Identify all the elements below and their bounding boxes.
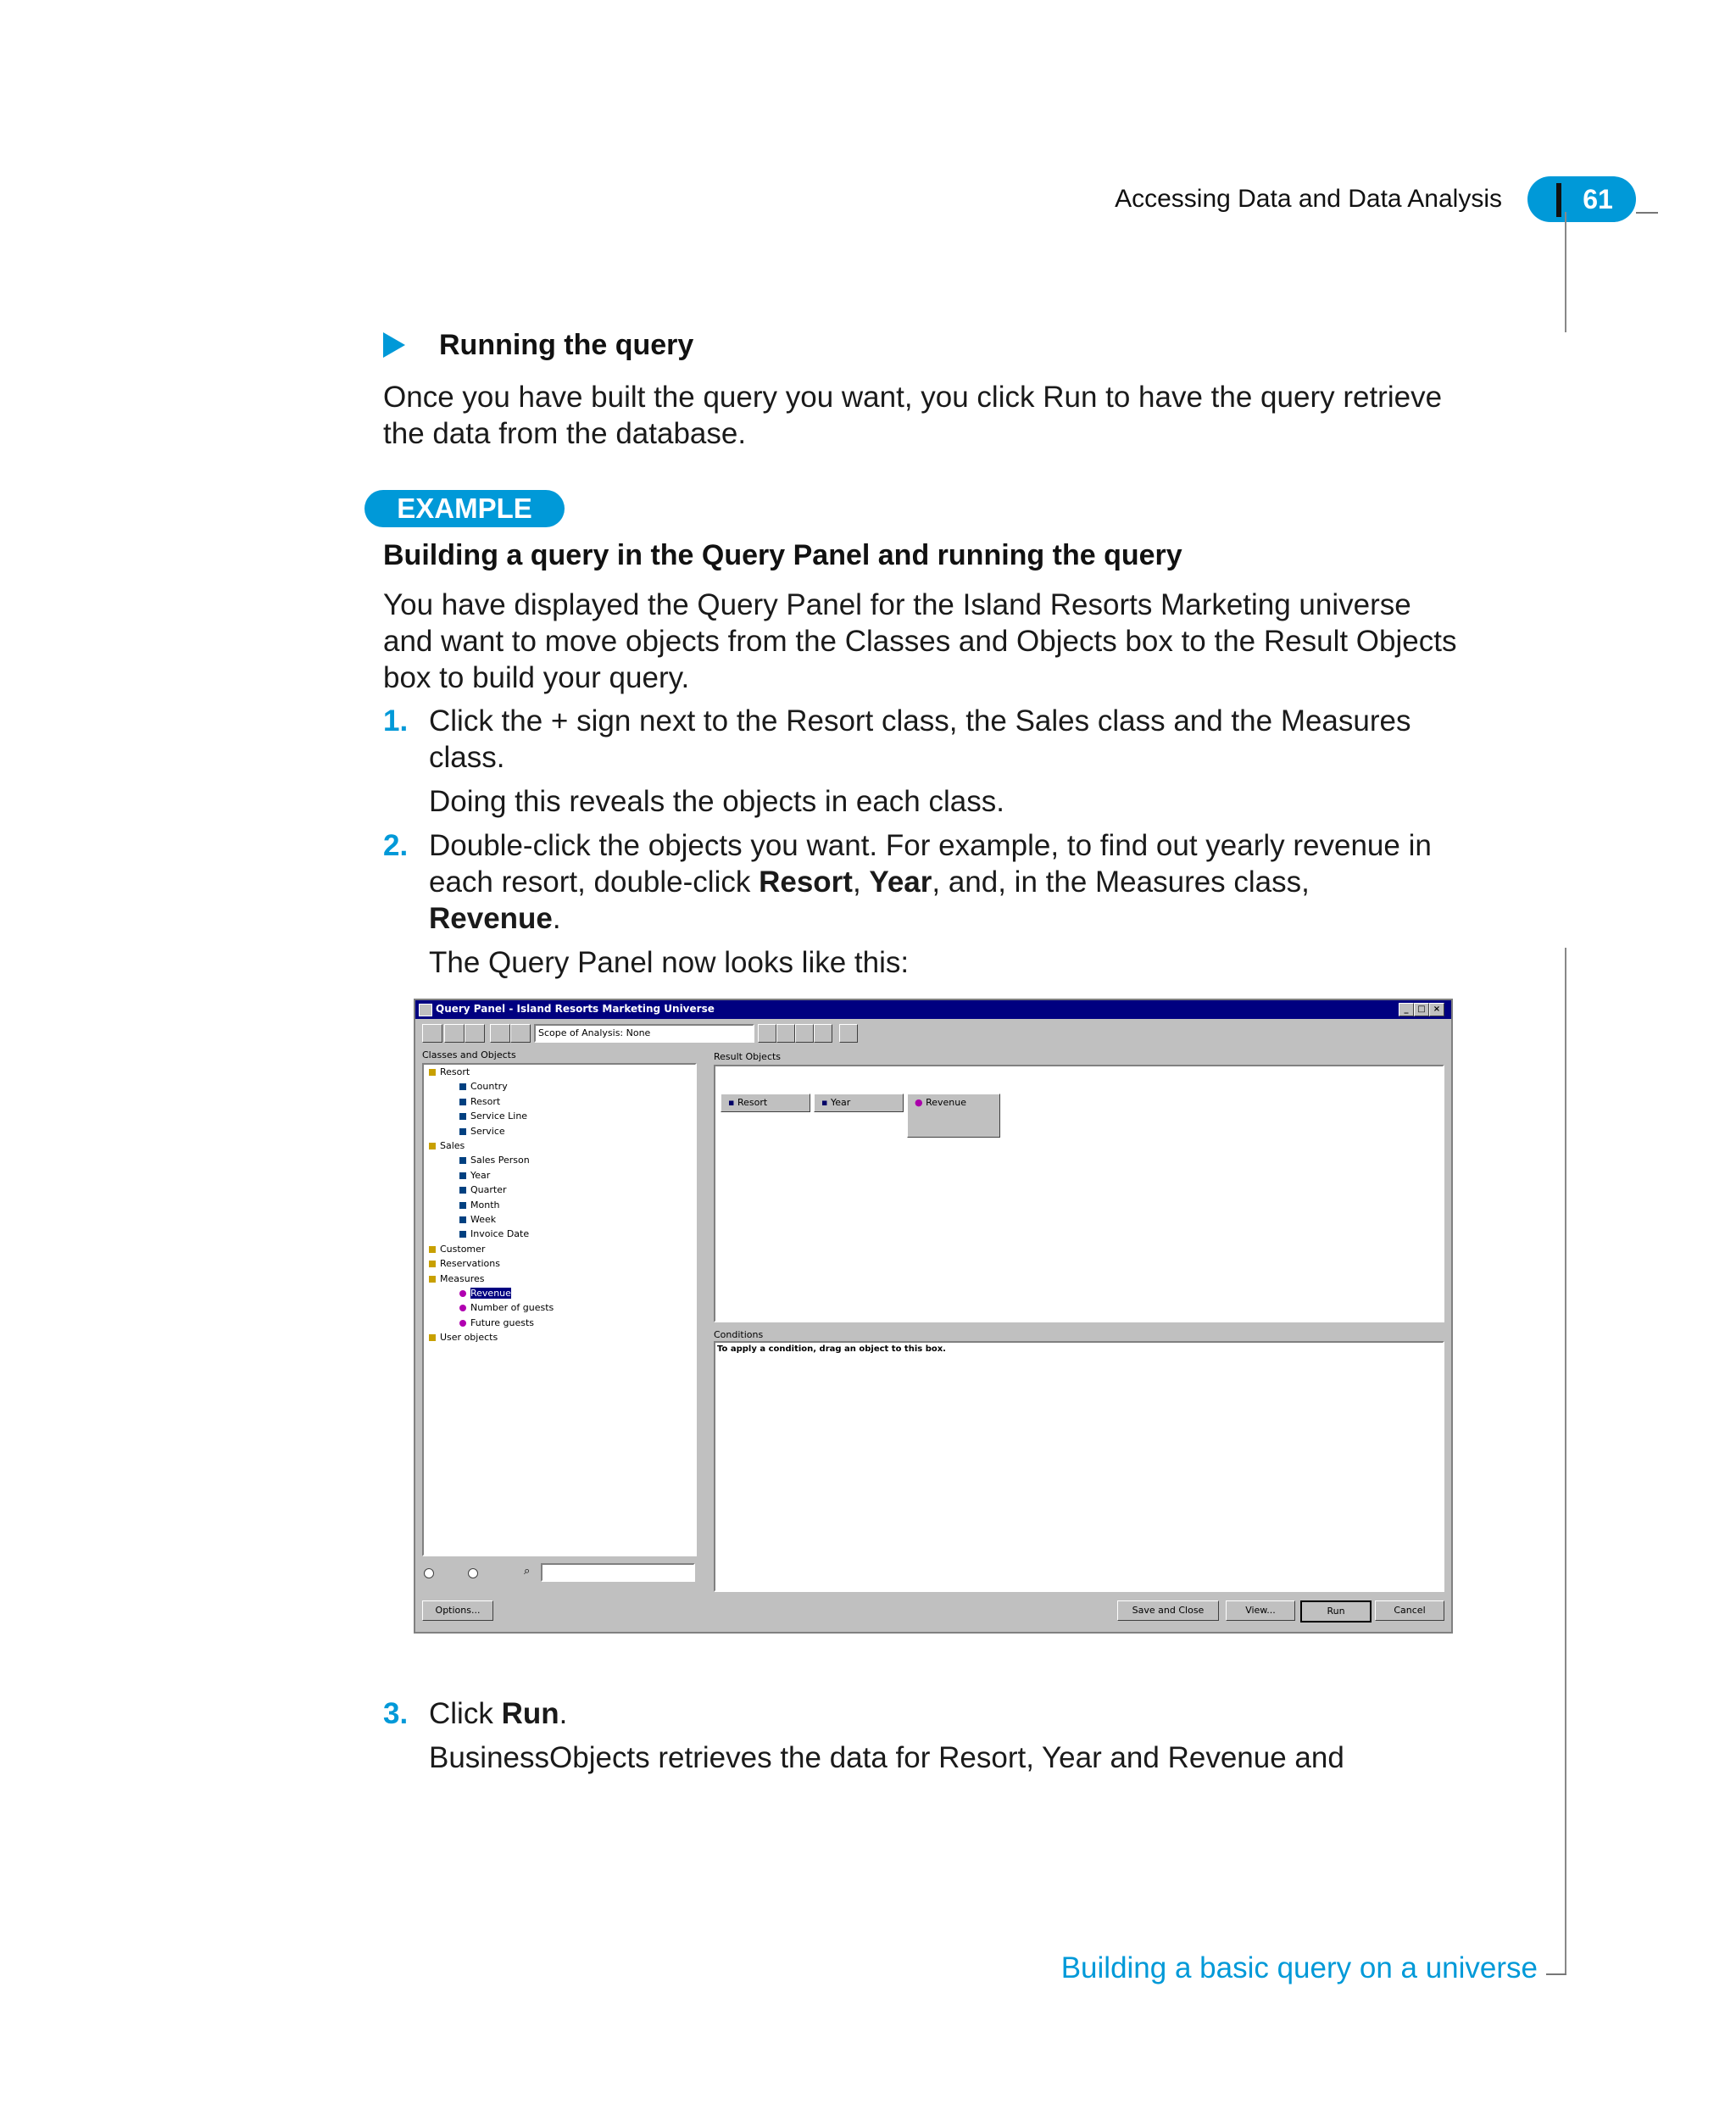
tree-item[interactable] (429, 1273, 484, 1284)
intro-line-2: the data from the database. (383, 417, 747, 450)
page-number: 61 (1583, 184, 1613, 214)
conditions-box[interactable] (714, 1341, 1444, 1592)
tree-item-label: Revenue (470, 1288, 511, 1299)
running-footer: Building a basic query on a universe (1060, 1951, 1538, 1984)
dimension-icon (459, 1157, 466, 1164)
classes-label: Classes and Objects (422, 1049, 516, 1060)
tree-item[interactable] (429, 1140, 465, 1151)
tree-item-label: Year (470, 1169, 491, 1181)
tree-item[interactable] (459, 1288, 511, 1299)
folder-icon (429, 1276, 436, 1283)
toolbar-sort-icon[interactable] (510, 1024, 531, 1043)
minimize-icon[interactable]: _ (1399, 1003, 1414, 1016)
options-button[interactable]: Options... (422, 1600, 493, 1621)
maximize-icon[interactable]: □ (1414, 1003, 1429, 1016)
folder-icon (429, 1143, 436, 1149)
dimension-icon (459, 1172, 466, 1179)
scope-value: Scope of Analysis: None (538, 1027, 651, 1038)
step-1-number: 1. (383, 704, 409, 738)
step-2-line-2: each resort, double-click Resort, Year, and, in the Measures class, (429, 866, 1310, 899)
folder-icon (429, 1261, 436, 1267)
measure-icon (459, 1320, 466, 1327)
query-panel-screenshot (414, 999, 1453, 1634)
tree-item-label: Service Line (470, 1110, 528, 1122)
tree-item-label: Month (470, 1199, 500, 1211)
tree-item[interactable] (459, 1228, 529, 1239)
classes-tree[interactable] (422, 1063, 697, 1556)
toolbar-help-icon[interactable] (839, 1024, 858, 1043)
step-1-note: Doing this reveals the objects in each class. (429, 785, 1004, 818)
tree-item[interactable] (459, 1126, 505, 1137)
conditions-hint: To apply a condition, drag an object to this box. (717, 1344, 946, 1354)
tree-item-label: Service (470, 1125, 505, 1137)
tree-item[interactable] (459, 1214, 496, 1225)
tree-item[interactable] (459, 1302, 554, 1313)
tree-item[interactable] (459, 1170, 490, 1181)
dimension-icon (459, 1202, 466, 1209)
save-close-button[interactable]: Save and Close (1117, 1600, 1219, 1621)
tree-item[interactable] (459, 1096, 500, 1107)
run-button[interactable]: Run (1300, 1600, 1372, 1623)
tree-item-label: Resort (470, 1095, 501, 1107)
tree-item[interactable] (459, 1155, 530, 1166)
measure-icon (459, 1290, 466, 1297)
tree-item[interactable] (429, 1066, 470, 1077)
example-para-3: box to build your query. (383, 661, 690, 694)
toolbar-chart-icon[interactable] (795, 1024, 814, 1043)
result-object-resort[interactable]: ▪ Resort (721, 1094, 810, 1112)
view-button[interactable]: View... (1226, 1600, 1295, 1621)
triangle-bullet-icon (383, 332, 405, 358)
toolbar-classes-icon[interactable] (422, 1024, 442, 1043)
tree-item[interactable] (429, 1258, 500, 1269)
tree-item-label: Measures (440, 1272, 485, 1284)
intro-line-1: Once you have built the query you want, you click Run to have the query retrieve (383, 381, 1443, 414)
tree-item-label: User objects (440, 1332, 498, 1344)
window-titlebar (415, 1000, 1451, 1019)
tree-item-label: Resort (440, 1066, 470, 1077)
toolbar-filter-icon[interactable] (490, 1024, 510, 1043)
step-2-number: 2. (383, 829, 409, 862)
dimension-icon (459, 1083, 466, 1090)
dimension-icon (459, 1099, 466, 1105)
binoculars-icon[interactable]: ⌕ (524, 1565, 531, 1578)
result-objects-label: Result Objects (714, 1051, 782, 1062)
conditions-label: Conditions (714, 1329, 764, 1340)
tree-item[interactable] (459, 1081, 508, 1092)
tree-item-label: Customer (440, 1243, 486, 1255)
tree-item-label: Future guests (470, 1316, 535, 1328)
app-icon (419, 1004, 432, 1016)
toolbar-combine-icon[interactable] (814, 1024, 832, 1043)
example-para-1: You have displayed the Query Panel for the Island Resorts Marketing universe (383, 588, 1411, 621)
tree-item[interactable] (459, 1110, 527, 1122)
close-icon[interactable]: × (1429, 1003, 1444, 1016)
tree-item[interactable] (459, 1200, 499, 1211)
search-input[interactable] (541, 1563, 695, 1582)
toolbar-operands-icon[interactable] (444, 1024, 465, 1043)
tree-item-label: Invoice Date (470, 1228, 530, 1240)
tree-item[interactable] (459, 1184, 507, 1195)
margin-rule-top (1565, 212, 1566, 332)
tree-item-label: Reservations (440, 1258, 500, 1270)
folder-icon (429, 1069, 436, 1076)
window-title: Query Panel - Island Resorts Marketing Universe (436, 1003, 715, 1015)
cancel-button[interactable]: Cancel (1375, 1600, 1444, 1621)
dimension-icon (459, 1216, 466, 1223)
folder-icon (429, 1246, 436, 1253)
example-para-2: and want to move objects from the Classes and Objects box to the Result Objects (383, 625, 1457, 658)
result-objects-box[interactable] (714, 1065, 1444, 1322)
tree-item-label: Week (470, 1214, 497, 1225)
folder-icon (429, 1334, 436, 1341)
dimension-icon (459, 1113, 466, 1120)
example-badge: EXAMPLE (364, 490, 565, 527)
step-3-note: BusinessObjects retrieves the data for Resort, Year and Revenue and (429, 1741, 1344, 1774)
tree-item[interactable] (429, 1332, 498, 1343)
example-title: Building a query in the Query Panel and running the query (383, 539, 1182, 571)
page-marker (1556, 183, 1561, 217)
result-object-year[interactable]: ▪ Year (814, 1094, 904, 1112)
tree-item-label: Country (470, 1081, 508, 1093)
header-rule (1636, 212, 1658, 214)
tree-item-label: Number of guests (470, 1302, 554, 1314)
radio-classes[interactable] (424, 1568, 434, 1578)
toolbar-sql-icon[interactable] (776, 1024, 795, 1043)
step-3-number: 3. (383, 1697, 409, 1730)
radio-filters[interactable] (468, 1568, 478, 1578)
tree-item-label: Sales Person (470, 1155, 530, 1166)
section-heading: Running the query (439, 329, 694, 361)
measure-icon (459, 1305, 466, 1311)
tree-item-label: Sales (440, 1140, 465, 1151)
tree-item[interactable] (459, 1317, 534, 1328)
step-2-note: The Query Panel now looks like this: (429, 946, 910, 979)
step-1-line-1: Click the + sign next to the Resort class, the Sales class and the Measures (429, 704, 1411, 738)
dimension-icon (459, 1187, 466, 1194)
step-3-line: Click Run. (429, 1697, 568, 1730)
step-1-line-2: class. (429, 741, 505, 774)
footer-rule (1546, 1973, 1566, 1975)
step-2-line-3: Revenue. (429, 902, 561, 935)
running-header: Accessing Data and Data Analysis (1115, 185, 1502, 213)
dimension-icon (459, 1128, 466, 1135)
tree-item-label: Quarter (470, 1184, 507, 1196)
toolbar-db-icon[interactable] (758, 1024, 776, 1043)
step-2-line-1: Double-click the objects you want. For example, to find out yearly revenue in (429, 829, 1432, 862)
result-object-revenue[interactable]: ● Revenue (907, 1094, 1000, 1138)
dimension-icon (459, 1231, 466, 1238)
scope-dropdown[interactable] (534, 1024, 754, 1043)
toolbar-predefined-icon[interactable] (465, 1024, 485, 1043)
margin-rule-bottom (1565, 948, 1566, 1975)
tree-item[interactable] (429, 1244, 485, 1255)
